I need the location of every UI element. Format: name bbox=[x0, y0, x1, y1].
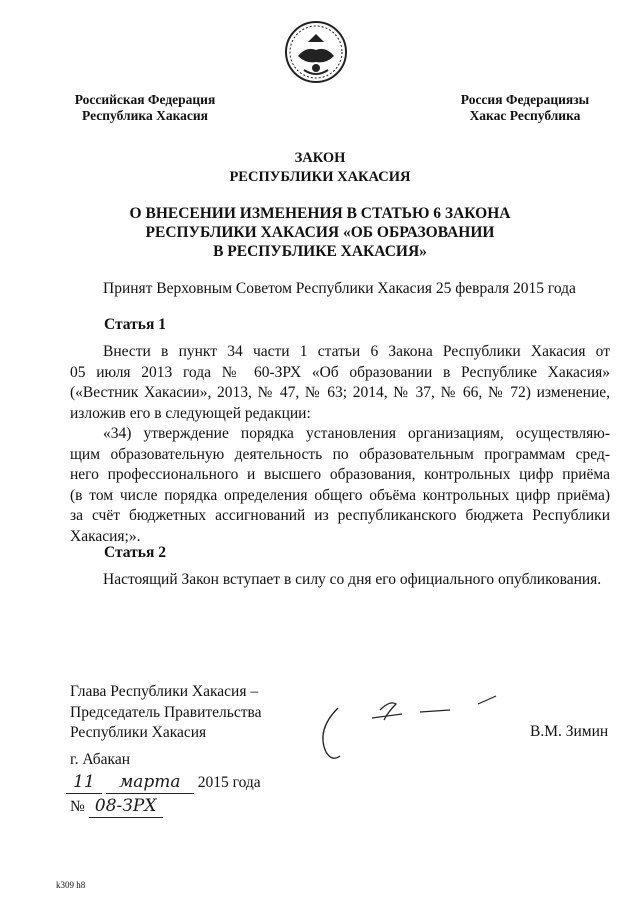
coat-of-arms-icon bbox=[284, 20, 348, 84]
article-1-line: за счёт бюджетных ассигнований из республиканского бюджета Республики bbox=[70, 507, 610, 524]
article-1-line: (в том числе порядка определения общего объёма контрольных цифр приёма) bbox=[70, 486, 610, 504]
article-1-line: 05 июля 2013 года № 60-ЗРХ «Об образовании в Республике Хакасия» bbox=[70, 363, 610, 381]
signatory-position-line2: Председатель Правительства bbox=[70, 703, 262, 721]
signatory-position bbox=[70, 682, 310, 744]
adoption-statement: Принят Верховным Советом Республики Хакасия 25 февраля 2015 года bbox=[103, 280, 576, 297]
signatory-name: В.М. Зимин bbox=[530, 723, 609, 740]
law-number-value: 08-ЗРХ bbox=[89, 796, 163, 818]
law-subtitle-line3: В РЕСПУБЛИКЕ ХАКАСИЯ» bbox=[213, 243, 427, 260]
emblem bbox=[284, 20, 348, 84]
article-1-body bbox=[70, 342, 610, 547]
date-year: 2015 года bbox=[197, 774, 261, 791]
signatory-position-line3: Республики Хакасия bbox=[70, 724, 207, 741]
article-1-line: изложив его в следующей редакции: bbox=[70, 404, 311, 422]
article-1-line: щим образовательную деятельность по образовательным программам сред- bbox=[70, 445, 610, 463]
law-title bbox=[100, 149, 540, 187]
signatory-position-line1: Глава Республики Хакасия – bbox=[70, 683, 259, 700]
law-title-line2: РЕСПУБЛИКИ ХАКАСИЯ bbox=[229, 169, 411, 185]
header-left bbox=[60, 92, 230, 124]
article-1-line: Хакасия;». bbox=[70, 527, 141, 545]
header-right-line1: Россия Федерациязы bbox=[460, 92, 590, 107]
law-title-line1: ЗАКОН bbox=[294, 150, 346, 166]
handwritten-signature bbox=[310, 690, 510, 770]
date-month: марта bbox=[106, 772, 194, 794]
article-1-line: Внести в пункт 34 части 1 статьи 6 Закона Республики Хакасия от bbox=[103, 343, 610, 360]
article-1-heading: Статья 1 bbox=[104, 316, 166, 333]
law-subtitle-line1: О ВНЕСЕНИИ ИЗМЕНЕНИЯ В СТАТЬЮ 6 ЗАКОНА bbox=[129, 205, 511, 222]
place: г. Абакан bbox=[70, 751, 131, 768]
article-2-body: Настоящий Закон вступает в силу со дня его официального опубликования. bbox=[103, 571, 602, 588]
article-1-line: него профессионального и высшего образования, контрольных цифр приёма bbox=[70, 466, 610, 483]
header-right-line2: Хакас Республика bbox=[469, 108, 581, 123]
law-subtitle bbox=[60, 204, 580, 261]
footer-code: k309 h8 bbox=[56, 880, 86, 890]
header-left-line1: Российская Федерация bbox=[74, 92, 216, 107]
article-2-heading: Статья 2 bbox=[104, 544, 166, 561]
law-subtitle-line2: РЕСПУБЛИКИ ХАКАСИЯ «ОБ ОБРАЗОВАНИИ bbox=[145, 224, 495, 241]
law-number bbox=[70, 796, 270, 818]
law-number-prefix: № bbox=[70, 798, 85, 815]
signing-date bbox=[66, 772, 306, 794]
header-left-line2: Республика Хакасия bbox=[82, 108, 208, 123]
article-1-line: «34) утверждение порядка установления организациям, осуществляю- bbox=[103, 425, 610, 442]
date-day: 11 bbox=[66, 772, 102, 794]
header-right bbox=[440, 92, 610, 124]
article-1-line: («Вестник Хакасии», 2013, № 47, № 63; 2014, № 37, № 66, № 72) изменение, bbox=[70, 384, 610, 401]
